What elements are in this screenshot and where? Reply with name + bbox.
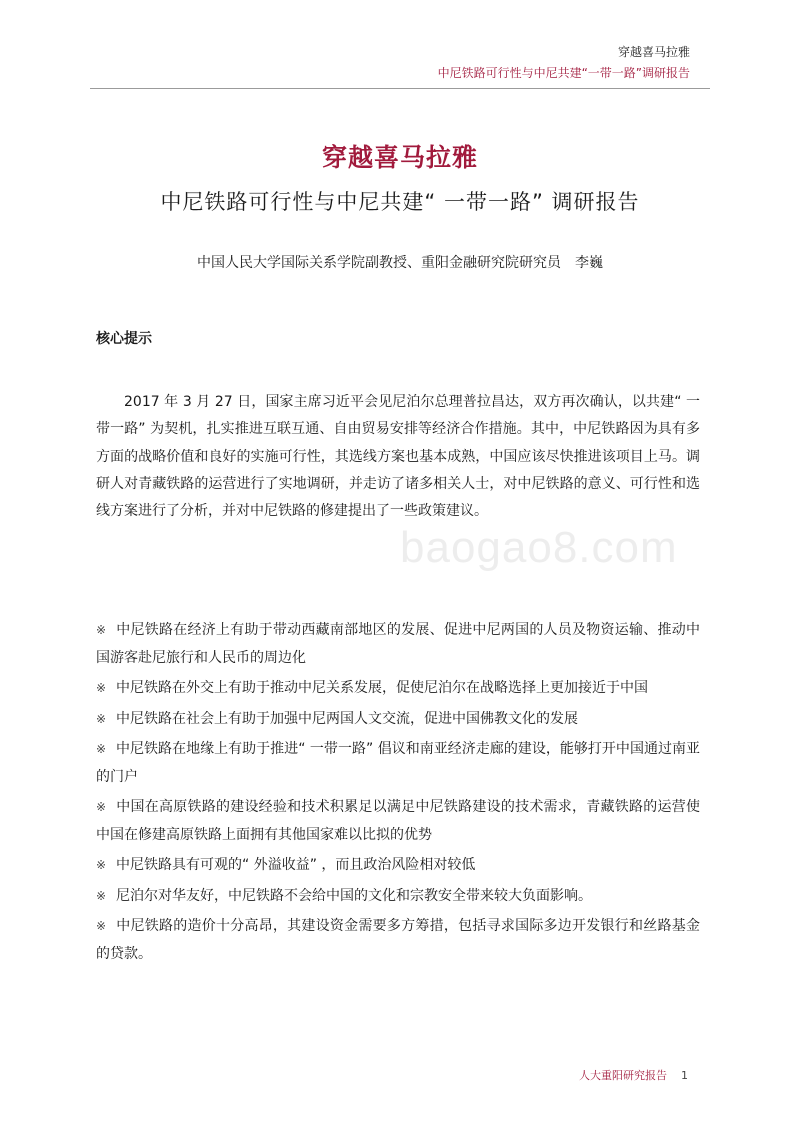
list-item: [96, 736, 700, 791]
report-title: 穿越喜马拉雅: [321, 143, 478, 172]
list-item-text: 中国在高原铁路的建设经验和技术积累足以满足中尼铁路建设的技术需求，青藏铁路的运营使中国在修建高原铁路上面拥有其他国家难以比拟的优势: [96, 799, 700, 843]
reference-mark-icon: ※: [96, 919, 107, 933]
list-item-text: 中尼铁路具有可观的“ 外溢收益” ，而且政治风险相对较低: [116, 857, 476, 873]
list-item: [96, 883, 700, 911]
reference-mark-icon: ※: [96, 711, 107, 726]
reference-mark-icon: ※: [96, 623, 107, 637]
section-heading: 核心提示: [96, 331, 152, 347]
reference-mark-icon: ※: [96, 858, 107, 872]
author-line: 中国人民大学国际关系学院副教授、重阳金融研究院研究员 李巍: [197, 255, 603, 271]
list-item-text: 中尼铁路在社会上有助于加强中尼两国人文交流，促进中国佛教文化的发展: [116, 710, 578, 727]
page-number: 1: [681, 1069, 688, 1082]
reference-mark-icon: ※: [96, 681, 107, 695]
running-header-subtitle: 中尼铁路可行性与中尼共建“一带一路”调研报告: [437, 66, 690, 80]
reference-mark-icon: ※: [96, 742, 107, 756]
footer-label: 人大重阳研究报告: [579, 1069, 667, 1082]
list-item-text: 尼泊尔对华友好，中尼铁路不会给中国的文化和宗教安全带来较大负面影响。: [116, 887, 592, 904]
list-item: [96, 852, 700, 880]
report-subtitle: 中尼铁路可行性与中尼共建“ 一带一路” 调研报告: [160, 190, 640, 214]
list-item-text: 中尼铁路在经济上有助于带动西藏南部地区的发展、促进中尼两国的人员及物资运输、推动中国游客赴尼旅行和人民币的周边化: [96, 622, 700, 666]
running-header-title: 穿越喜马拉雅: [617, 45, 690, 59]
list-item: [96, 617, 700, 672]
list-item-text: 中尼铁路的造价十分高昂，其建设资金需要多方筹措，包括寻求国际多边开发银行和丝路基金的贷款。: [96, 918, 700, 962]
header-divider: [90, 88, 710, 89]
reference-mark-icon: ※: [96, 888, 107, 903]
list-item: [96, 794, 700, 849]
watermark: baogao8.com: [400, 523, 678, 572]
list-item: [96, 675, 700, 703]
list-item-text: 中尼铁路在地缘上有助于推进“ 一带一路” 倡议和南亚经济走廊的建设，能够打开中国通过南亚的门户: [96, 741, 700, 785]
key-points-list: [96, 617, 700, 971]
running-header: [438, 42, 690, 84]
list-item: [96, 913, 700, 968]
page-footer: [579, 1067, 688, 1083]
reference-mark-icon: ※: [96, 800, 107, 814]
intro-paragraph: 2017 年 3 月 27 日，国家主席习近平会见尼泊尔总理普拉昌达，双方再次确认，以共建“ 一带一路” 为契机，扎实推进互联互通、自由贸易安排等经济合作措施。其中，中尼铁路因为具有多方面的战略价值和良好的实施可行性，其选线方案也基本成熟，中国应该尽快推进该项目上马。调研人对青藏铁路的运营进行了实地调研，并走访了诸多相关人士，对中尼铁路的意义、可行性和选线方案进行了分析，并对中尼铁路的修建提出了一些政策建议。: [96, 394, 700, 520]
list-item-text: 中尼铁路在外交上有助于推动中尼关系发展，促使尼泊尔在战略选择上更加接近于中国: [116, 680, 648, 696]
list-item: [96, 706, 700, 734]
